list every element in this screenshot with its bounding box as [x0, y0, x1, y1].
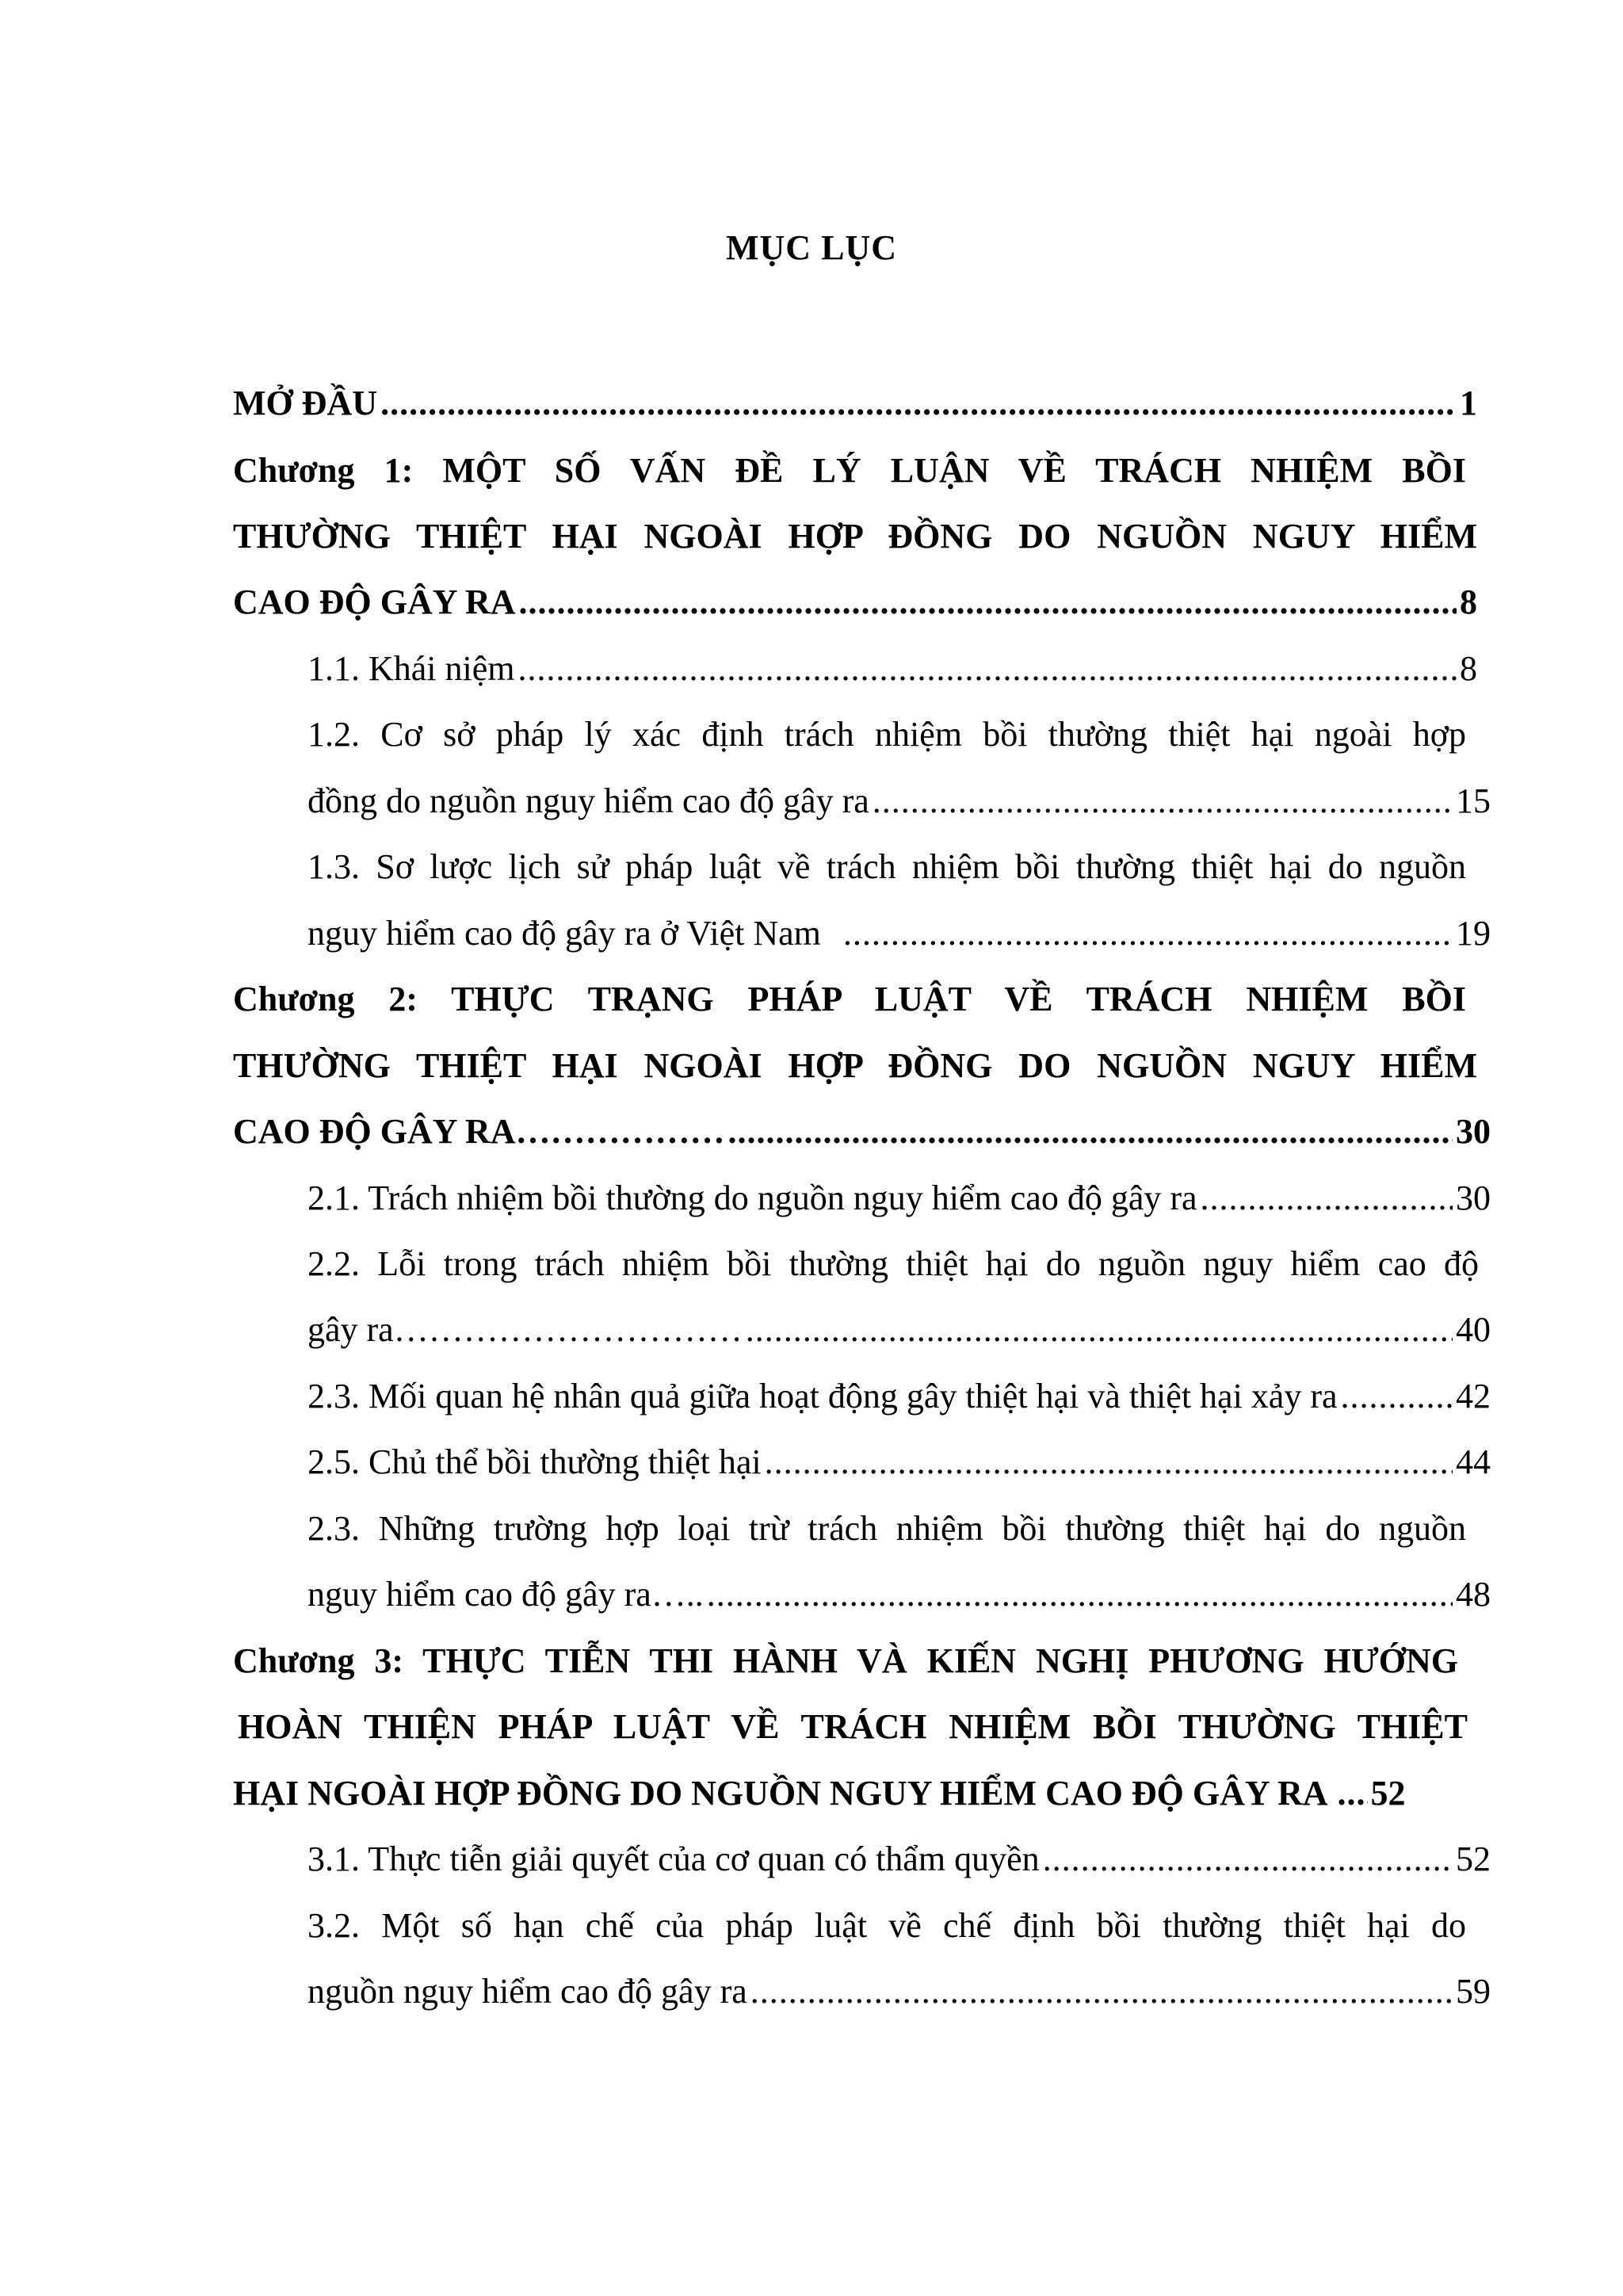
toc-chapter-2-line-3[interactable] [233, 1089, 1491, 1156]
toc-page-number: 48 [1456, 1575, 1491, 1614]
toc-chapter-2-line-2[interactable] [233, 1023, 1477, 1090]
toc-page-number: 15 [1456, 781, 1491, 820]
toc-entry-label: 2.5. Chủ thể bồi thường thiệt hại [307, 1442, 762, 1481]
toc-entry-label: nguy hiểm cao độ gây ra ở Việt Nam [307, 914, 821, 953]
dot-leader [1043, 1836, 1453, 1883]
toc-chapter-3-line-2[interactable] [238, 1684, 1468, 1751]
toc-entry-label: 1.3. Sơ lược lịch sử pháp luật về trách nhiệm bồi thường thiệt hại do nguồn [307, 847, 1466, 886]
toc-page-number: 52 [1370, 1774, 1406, 1813]
dot-leader [750, 1968, 1453, 2015]
toc-section-2-1[interactable] [307, 1156, 1491, 1222]
toc-section-1-2-line-2[interactable] [307, 758, 1491, 825]
dot-leader [746, 1306, 1453, 1354]
toc-page-number: 8 [1460, 649, 1477, 688]
toc-entry-label: 2.3. Mối quan hệ nhân quả giữa hoạt động gây thiệt hại và thiệt hại xảy ra [307, 1377, 1338, 1415]
toc-entry-label: MỞ ĐẦU [233, 384, 378, 422]
toc-entry-label: CAO ĐỘ GÂY RA [233, 583, 516, 621]
toc-page-number: 1 [1460, 384, 1477, 422]
toc-entry-label: nguồn nguy hiểm cao độ gây ra [307, 1972, 747, 2011]
toc-entry-label: HẠI NGOÀI HỢP ĐỒNG DO NGUỒN NGUY HIỂM CAO ĐỘ GÂY RA [233, 1774, 1328, 1813]
toc-chapter-3-line-3[interactable] [233, 1751, 1491, 1817]
dot-leader [518, 579, 1457, 626]
dot-leader [765, 1438, 1453, 1486]
dot-leader [1338, 1770, 1368, 1817]
dot-leader [518, 645, 1457, 693]
toc-section-1-1[interactable] [307, 626, 1477, 693]
toc-section-1-2-line-1[interactable] [307, 692, 1466, 758]
toc-page-number: 52 [1456, 1839, 1491, 1878]
toc-page-number: 44 [1456, 1442, 1491, 1481]
toc-entry-label: Chương 2: THỰC TRẠNG PHÁP LUẬT VỀ TRÁCH NHIỆM BỒI [233, 980, 1466, 1018]
toc-chapter-3-line-1[interactable] [233, 1618, 1458, 1685]
toc-section-2-3-exclusions-line-1[interactable] [307, 1486, 1466, 1553]
toc-page-number: 30 [1456, 1112, 1491, 1151]
toc-page-number: 19 [1456, 914, 1491, 953]
toc-entry-mo-dau[interactable] [233, 361, 1477, 427]
page-title: MỤC LỤC [726, 228, 897, 267]
toc-entry-label: 2.3. Những trường hợp loại trừ trách nhiệm bồi thường thiệt hại do nguồn [307, 1509, 1466, 1548]
toc-section-2-3-exclusions-line-2[interactable] [307, 1552, 1491, 1618]
toc-page-number: 30 [1456, 1179, 1491, 1217]
toc-section-3-2-line-1[interactable] [307, 1883, 1466, 1950]
toc-entry-label: 3.1. Thực tiễn giải quyết của cơ quan có thẩm quyền [307, 1839, 1040, 1878]
toc-entry-label: THƯỜNG THIỆT HẠI NGOÀI HỢP ĐỒNG DO NGUỒN NGUY HIỂM [233, 517, 1477, 556]
toc-entry-label: Chương 3: THỰC TIỄN THI HÀNH VÀ KIẾN NGHỊ PHƯƠNG HƯỚNG [233, 1641, 1458, 1680]
toc-page-number: 42 [1456, 1377, 1491, 1415]
toc-section-2-3-causation[interactable] [307, 1354, 1491, 1420]
dot-leader [380, 380, 1457, 427]
toc-chapter-1-line-2[interactable] [233, 494, 1477, 560]
toc-entry-label: 2.2. Lỗi trong trách nhiệm bồi thường thiệt hại do nguồn nguy hiểm cao độ [307, 1244, 1479, 1283]
toc-section-2-2-line-2[interactable] [307, 1287, 1491, 1354]
dot-leader [1341, 1373, 1453, 1420]
toc-entry-label: CAO ĐỘ GÂY RA……………… [233, 1112, 725, 1151]
toc-section-3-2-line-2[interactable] [307, 1949, 1491, 2015]
dot-leader [843, 910, 1453, 957]
toc-section-2-2-line-1[interactable] [307, 1221, 1479, 1288]
toc-entry-label: Chương 1: MỘT SỐ VẤN ĐỀ LÝ LUẬN VỀ TRÁCH NHIỆM BỒI [233, 451, 1466, 490]
dot-leader [1201, 1175, 1453, 1222]
toc-entry-label: nguy hiểm cao độ gây ra….. [307, 1575, 704, 1614]
toc-section-1-3-line-2[interactable] [307, 891, 1491, 957]
toc-entry-label: gây ra………………………… [307, 1310, 743, 1349]
toc-chapter-1-line-3[interactable] [233, 560, 1477, 626]
toc-entry-label: 1.1. Khái niệm [307, 649, 515, 688]
toc-chapter-2-line-1[interactable] [233, 957, 1466, 1023]
toc-entry-label: đồng do nguồn nguy hiểm cao độ gây ra [307, 781, 869, 820]
toc-entry-label: THƯỜNG THIỆT HẠI NGOÀI HỢP ĐỒNG DO NGUỒN NGUY HIỂM [233, 1046, 1477, 1085]
toc-entry-label: 2.1. Trách nhiệm bồi thường do nguồn nguy hiểm cao độ gây ra [307, 1179, 1197, 1217]
toc-page-number: 59 [1456, 1972, 1491, 2011]
dot-leader [707, 1571, 1453, 1618]
dot-leader [727, 1108, 1453, 1156]
toc-page-number: 40 [1456, 1310, 1491, 1349]
toc-section-1-3-line-1[interactable] [307, 824, 1466, 891]
toc-entry-label: HOÀN THIỆN PHÁP LUẬT VỀ TRÁCH NHIỆM BỒI THƯỜNG THIỆT [238, 1707, 1468, 1746]
toc-section-3-1[interactable] [307, 1817, 1491, 1883]
toc-entry-label: 1.2. Cơ sở pháp lý xác định trách nhiệm bồi thường thiệt hại ngoài hợp [307, 715, 1466, 754]
toc-chapter-1-line-1[interactable] [233, 428, 1466, 495]
toc-entry-label: 3.2. Một số hạn chế của pháp luật về chế định bồi thường thiệt hại do [307, 1906, 1466, 1945]
dot-leader [873, 777, 1453, 825]
toc-page-number: 8 [1460, 583, 1477, 621]
toc-section-2-5[interactable] [307, 1419, 1491, 1486]
